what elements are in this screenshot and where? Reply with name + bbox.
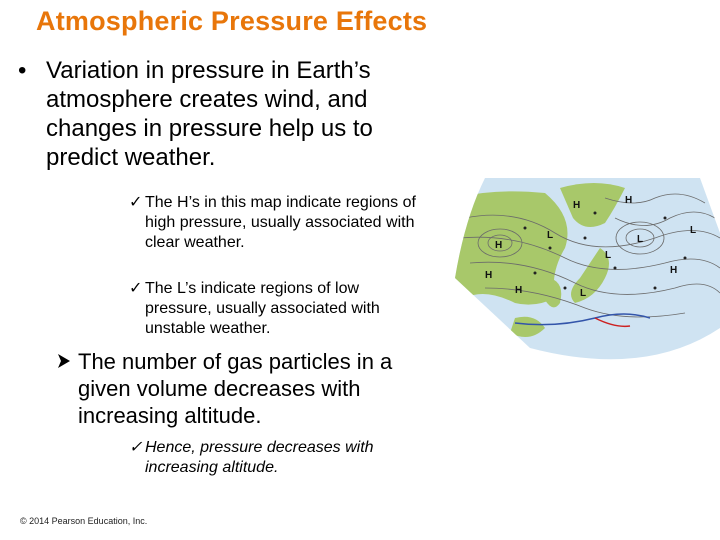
arrow-bullet-icon: [56, 348, 74, 378]
sub-point-text: The H’s in this map indicate regions of high pressure, usually associated with clear weather.: [145, 194, 416, 251]
sub-point-text: The L’s indicate regions of low pressure, usually associated with unstable weather.: [145, 280, 380, 337]
map-label: L: [605, 250, 612, 261]
map-label: H: [515, 285, 523, 296]
check-icon: ✓: [129, 280, 143, 297]
sub-point-text: Hence, pressure decreases with increasing altitude.: [145, 439, 374, 476]
main-bullet-text: Variation in pressure in Earth’s atmosphere creates wind, and changes in pressure help us to predict weather.: [46, 57, 373, 171]
map-label: L: [547, 230, 554, 241]
map-label: L: [580, 288, 587, 299]
arrow-point-text: The number of gas particles in a given volume decreases with increasing altitude.: [78, 349, 393, 428]
map-label: H: [625, 195, 633, 206]
arrow-point: [56, 348, 436, 429]
map-label: L: [637, 234, 644, 245]
slide-title: Atmospheric Pressure Effects: [36, 6, 428, 36]
main-bullet: [18, 56, 438, 172]
map-label: H: [495, 240, 503, 251]
weather-map-image: [455, 178, 720, 378]
check-icon: ✓: [129, 439, 143, 456]
map-label: L: [690, 225, 697, 236]
bullet-marker: •: [18, 57, 27, 84]
sub-point-low-pressure: [129, 279, 429, 339]
map-label: H: [670, 265, 678, 276]
sub-point-altitude: [129, 438, 429, 478]
check-icon: ✓: [129, 194, 143, 211]
sub-point-high-pressure: [129, 193, 439, 253]
map-label: H: [485, 270, 493, 281]
map-label: H: [573, 200, 581, 211]
copyright-footer: © 2014 Pearson Education, Inc.: [20, 516, 148, 526]
